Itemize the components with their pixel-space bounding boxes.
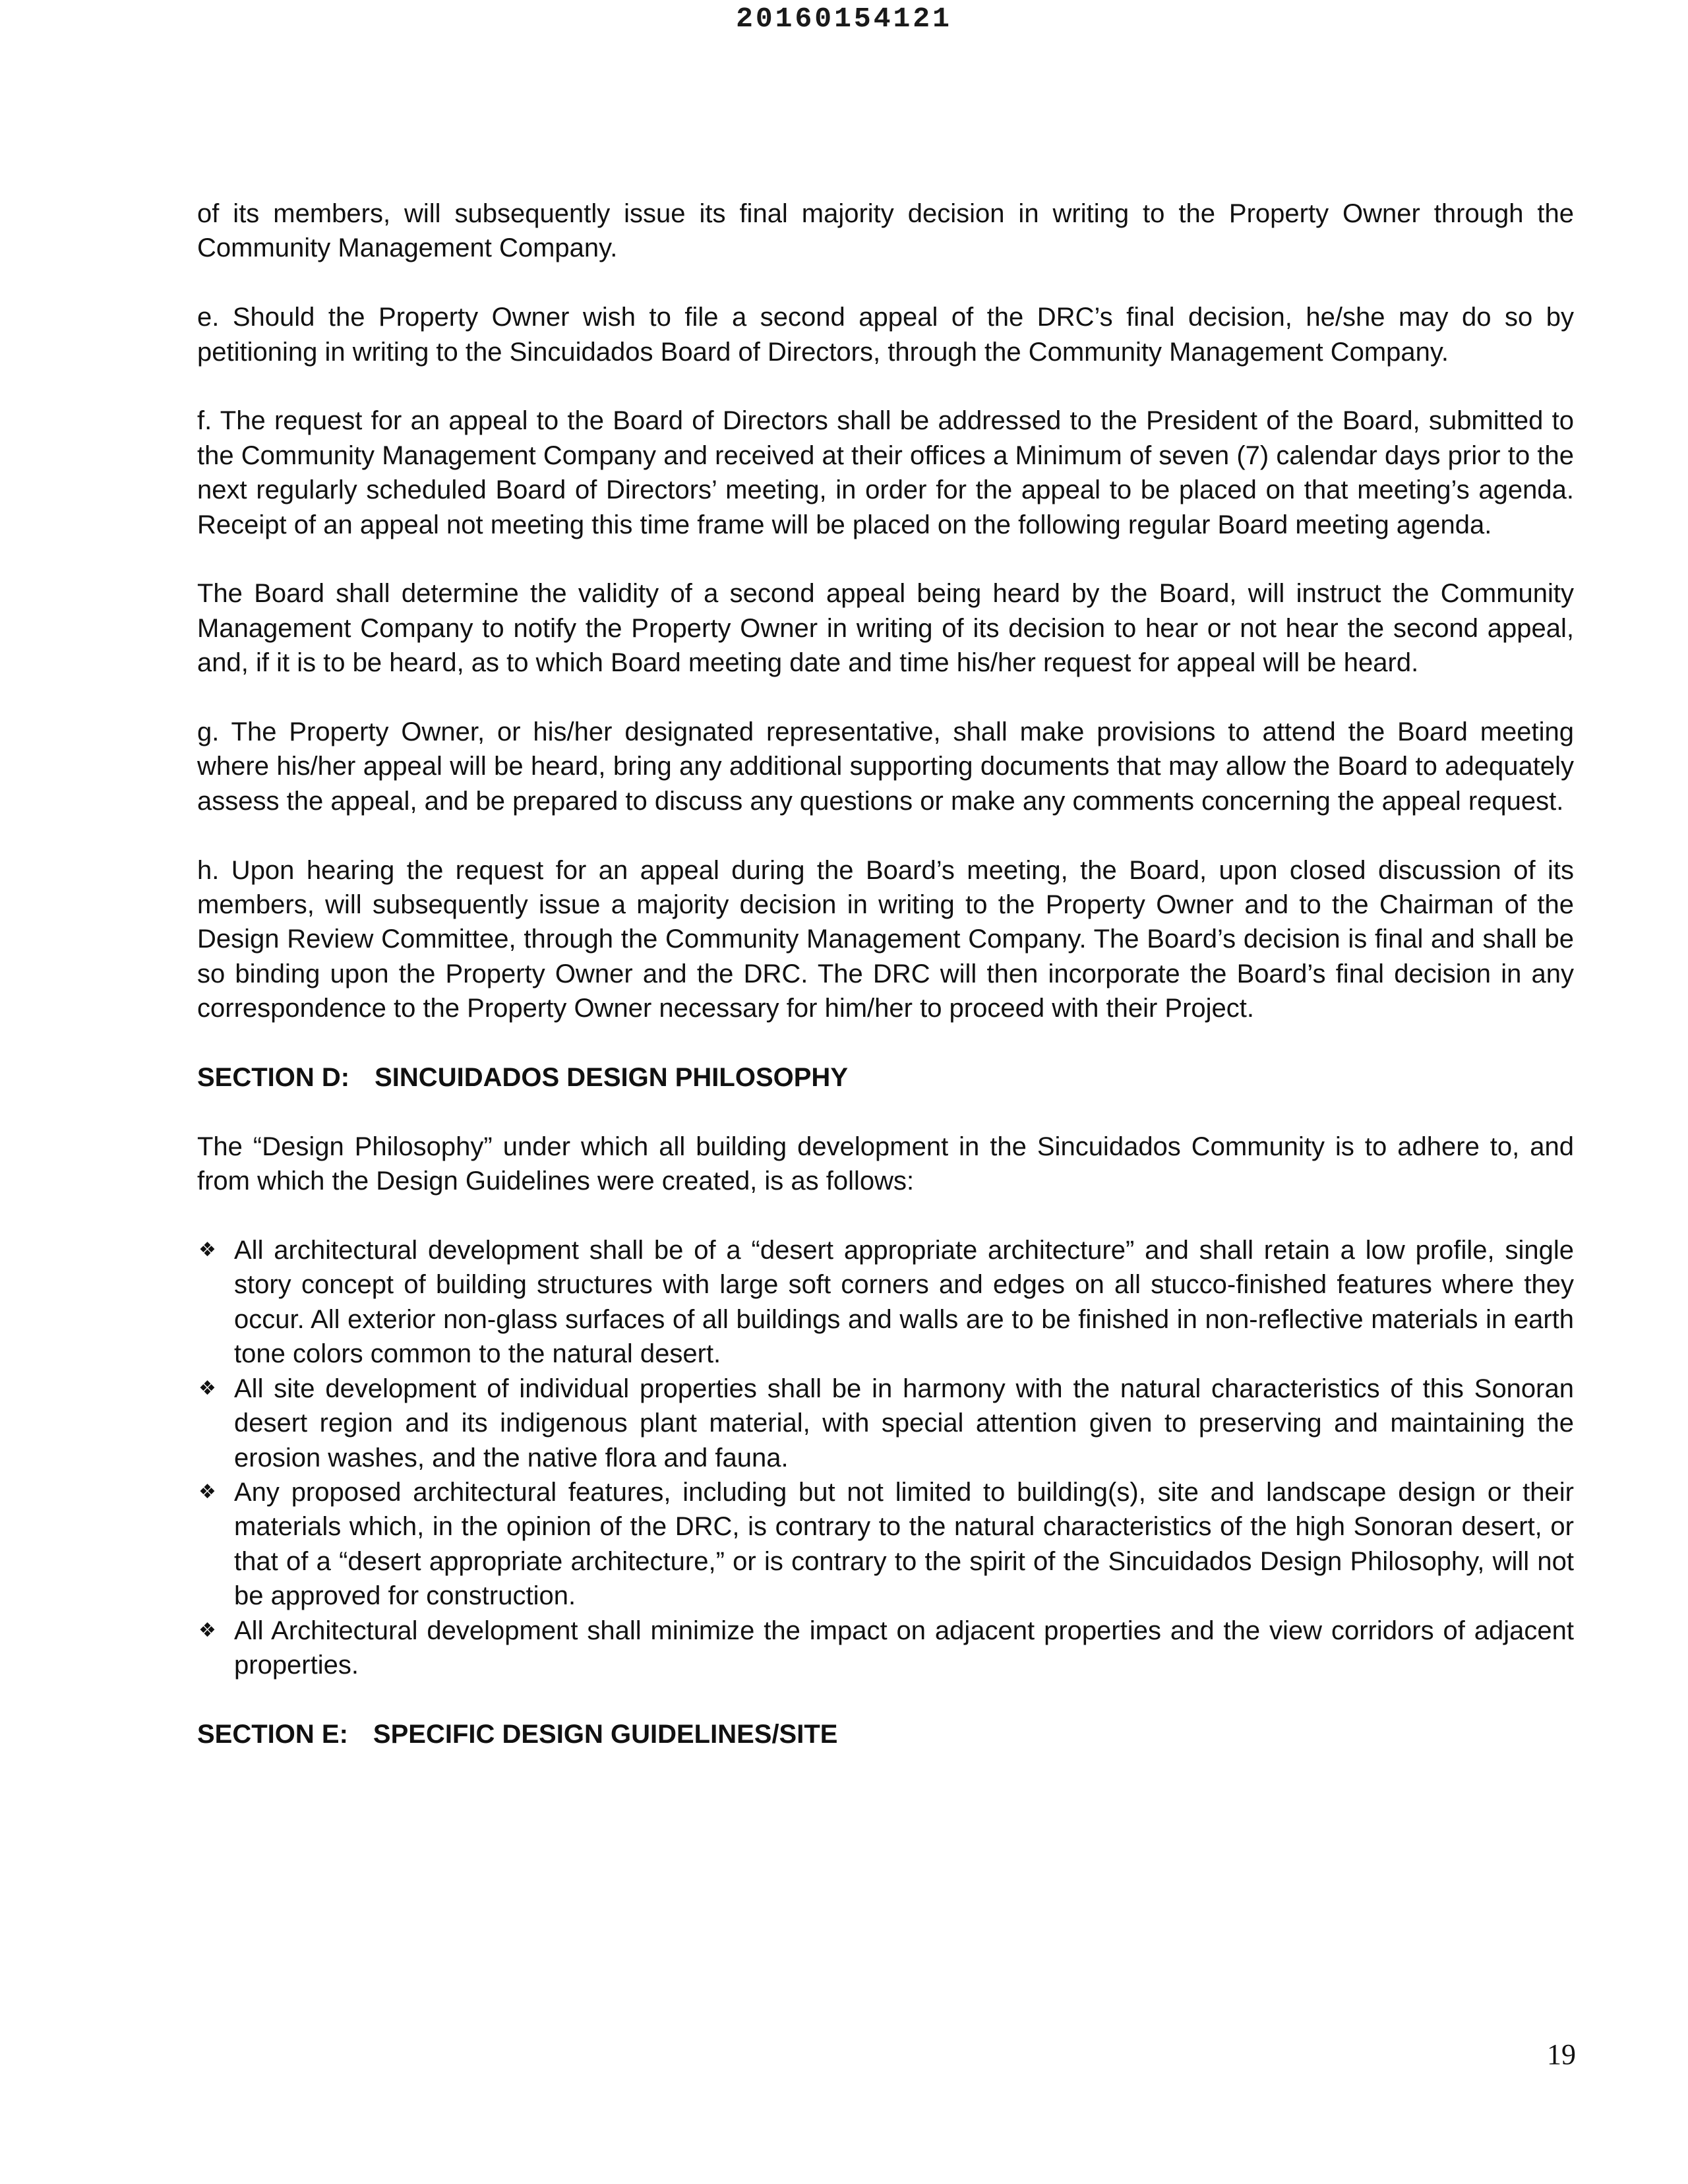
paragraph-e: e. Should the Property Owner wish to file a second appeal of the DRC’s final decision, he/she may do so by petitioning in writing to the Sincuidados Board of Directors, through the Community Management Company.	[197, 303, 1574, 367]
section-d-label: SECTION D:	[197, 1063, 350, 1093]
list-item	[197, 1475, 1574, 1614]
paragraph-g: g. The Property Owner, or his/her designated representative, shall make provisions to attend the Board meeting where his/her appeal will be heard, bring any additional supporting documents that may allow the Board to adequately assess the appeal, and be prepared to discuss any questions or make any comments concerning the appeal request.	[197, 717, 1574, 816]
list-item	[197, 1372, 1574, 1475]
paragraph-f: f. The request for an appeal to the Board of Directors shall be addressed to the President of the Board, submitted to the Community Management Company and received at their offices a Minimum of seven (7) calendar days prior to the next regularly scheduled Board of Directors’ meeting, in order for the appeal to be placed on that meeting’s agenda. Receipt of an appeal not meeting this time frame will be placed on the following regular Board meeting agenda.	[197, 406, 1574, 539]
section-d-title: SINCUIDADOS DESIGN PHILOSOPHY	[375, 1063, 848, 1093]
paragraph-continuation: of its members, will subsequently issue its final majority decision in writing to the Property Owner through the Community Management Company.	[197, 199, 1574, 263]
section-e-title: SPECIFIC DESIGN GUIDELINES/SITE	[373, 1719, 838, 1749]
list-item	[197, 1614, 1574, 1683]
design-philosophy-list	[197, 1233, 1574, 1682]
list-item-text: Any proposed architectural features, including but not limited to building(s), site and landscape design or their materials which, in the opinion of the DRC, is contrary to the natural characteristics of the high Sonoran desert, or that of a “desert appropriate architecture,” or is contrary to the spirit of the Sincuidados Design Philosophy, will not be approved for construction.	[234, 1477, 1574, 1611]
diamond-bullet-icon: ❖	[198, 1480, 216, 1503]
list-item-text: All architectural development shall be of a “desert appropriate architecture” and shall retain a low profile, single story concept of building structures with large soft corners and edges on all stucco-finished features where they occur. All exterior non-glass surfaces of all buildings and walls are to be finished in non-reflective materials in earth tone colors common to the natural desert.	[234, 1236, 1574, 1369]
paragraph-board-validity: The Board shall determine the validity of a second appeal being heard by the Board, will instruct the Community Management Company to notify the Property Owner in writing of its decision to hear or not hear the second appeal, and, if it is to be heard, as to which Board meeting date and time his/her request for appeal will be heard.	[197, 579, 1574, 678]
paragraph-h: h. Upon hearing the request for an appeal during the Board’s meeting, the Board, upon closed discussion of its members, will subsequently issue a majority decision in writing to the Property Owner and to the Chairman of the Design Review Committee, through the Community Management Company. The Board’s decision is final and shall be so binding upon the Property Owner and the DRC. The DRC will then incorporate the Board’s final decision in any correspondence to the Property Owner necessary for him/her to proceed with their Project.	[197, 855, 1574, 1023]
document-number: 20160154121	[736, 3, 952, 35]
list-item-text: All Architectural development shall minimize the impact on adjacent properties and the view corridors of adjacent properties.	[234, 1616, 1574, 1680]
diamond-bullet-icon: ❖	[198, 1618, 216, 1642]
diamond-bullet-icon: ❖	[198, 1238, 216, 1262]
section-e-label: SECTION E:	[197, 1719, 348, 1749]
list-item	[197, 1233, 1574, 1372]
list-item-text: All site development of individual properties shall be in harmony with the natural characteristics of this Sonoran desert region and its indigenous plant material, with special attention given to preserving and maintaining the erosion washes, and the native flora and fauna.	[234, 1374, 1574, 1472]
section-e-heading	[197, 1717, 1574, 1751]
page-number: 19	[1547, 2038, 1576, 2071]
diamond-bullet-icon: ❖	[198, 1376, 216, 1400]
section-d-intro: The “Design Philosophy” under which all building development in the Sincuidados Community is to adhere to, and from which the Design Guidelines were created, is as follows:	[197, 1132, 1574, 1196]
page-body	[197, 197, 1574, 1786]
section-d-heading	[197, 1060, 1574, 1095]
